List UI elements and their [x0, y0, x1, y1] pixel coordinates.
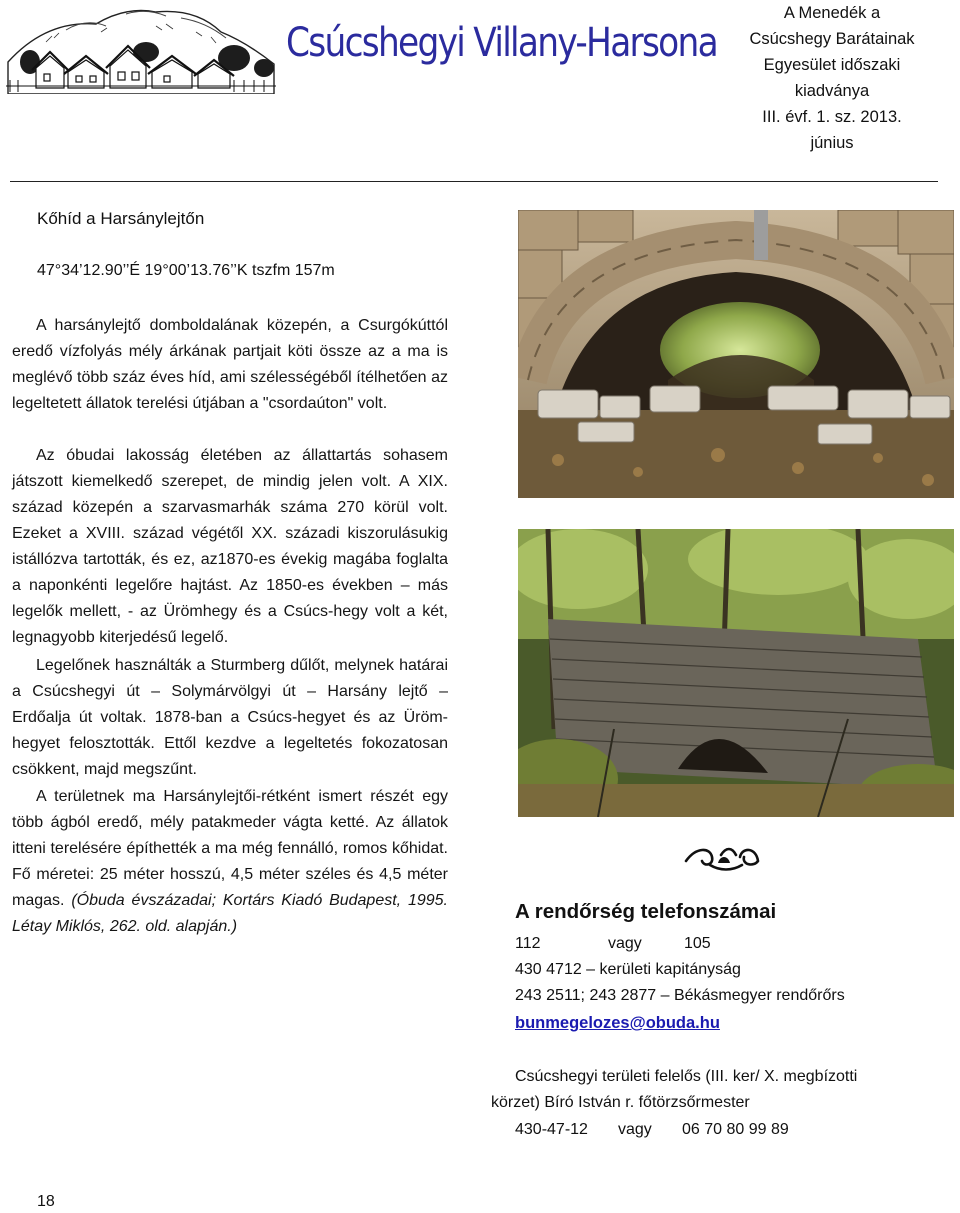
or-word: vagy	[618, 1121, 652, 1138]
police-email-line	[515, 1014, 720, 1033]
or-word: vagy	[608, 935, 642, 952]
police-line-emergency	[515, 935, 711, 953]
phone-number: 112	[515, 935, 541, 952]
pubinfo-line: A Menedék a	[783, 4, 881, 22]
police-line-district: 430 4712 – kerületi kapitányság	[515, 961, 741, 978]
source-citation: (Óbuda évszázadai; Kortárs Kiadó Budapest, 1995. Létay Miklós, 262. old. alapján.)	[12, 892, 449, 935]
article-paragraph	[12, 313, 448, 417]
article-paragraph	[12, 653, 448, 783]
article-paragraph	[12, 784, 448, 940]
header-divider	[10, 181, 938, 182]
page-number: 18	[37, 1193, 55, 1210]
paragraph-text: Legelőnek használták a Sturmberg dűlőt, melynek határai a Csúcshegyi út – Solymárvölgyi út – Harsány lejtő – Erdőalja út voltak. 1878-ban a Csúcs-hegyet és az Üröm-hegyet felosztották. Ettől kezdve a legeltetés fokozatosan csökkent, majd megszűnt.	[12, 657, 448, 778]
police-section-title: A rendőrség telefonszámai	[515, 900, 777, 923]
paragraph-text: A harsánylejtő domboldalának közepén, a Csurgókúttól eredő vízfolyás mély árkának partjait köti össze az a ma is meglévő több száz éves híd, ami szélességéből ítélhetően az legeltetett állatok terelési útjában a "csordaúton" volt.	[12, 317, 448, 412]
contact-line: körzet) Bíró István r. főtörzsőrmester	[491, 1094, 750, 1111]
pubinfo-line: június	[810, 134, 854, 152]
pubinfo-line: kiadványa	[794, 82, 870, 100]
paragraph-text: A területnek ma Harsánylejtői-rétként ismert részét egy több ágból eredő, mély patakmeder vágta ketté. Az állatok itteni terelésére építhették a ma még fennálló, romos kőhidat. Fő méretei: 25 méter hosszú, 4,5 méter széles és 4,5 méter magas.	[12, 788, 448, 909]
bridge-forest-photo	[518, 529, 954, 817]
article-paragraph	[12, 443, 448, 651]
contact-line: Csúcshegyi területi felelős (III. ker/ X. megbízotti	[515, 1068, 858, 1085]
pubinfo-line: Egyesület időszaki	[763, 56, 901, 74]
gps-coordinates: 47°34’12.90’’É 19°00’13.76’’K tszfm 157m	[37, 262, 335, 279]
publication-info	[742, 0, 922, 156]
phone-number: 105	[684, 935, 711, 952]
contact-phone-line	[515, 1121, 789, 1139]
phone-number: 06 70 80 99 89	[682, 1121, 789, 1138]
paragraph-text: Az óbudai lakosság életében az állattartás sohasem játszott kiemelkedő szerepet, de mindig jelen volt. A XIX. század közepén a szarvasmarhák száma 270 körül volt. Ezeket a XVIII. század végétől XX. századi kiszorulásukig istállózva tartották, és ez, az1870-es évekig magába foglalta a naponkénti legelőre hajtást. Az 1850-es években – más legelők mellett, - az Ürömhegy és a Csúcs-hegy volt a két, legnagyobb kiterjedésű legelő.	[12, 447, 448, 646]
police-line-station: 243 2511; 243 2877 – Békásmegyer rendőrőrs	[515, 987, 845, 1004]
article-title: Kőhíd a Harsánylejtőn	[37, 209, 205, 228]
police-email-link[interactable]: bunmegelozes@obuda.hu	[515, 1014, 720, 1032]
pubinfo-line: III. évf. 1. sz. 2013.	[762, 108, 902, 126]
masthead-title: Csúcshegyi Villany-Harsona	[286, 20, 717, 66]
phone-number: 430-47-12	[515, 1121, 588, 1138]
decorative-flourish-icon	[680, 843, 762, 873]
pubinfo-line: Csúcshegy Barátainak	[749, 30, 915, 48]
bridge-arch-photo	[518, 210, 954, 498]
village-logo	[6, 2, 276, 94]
